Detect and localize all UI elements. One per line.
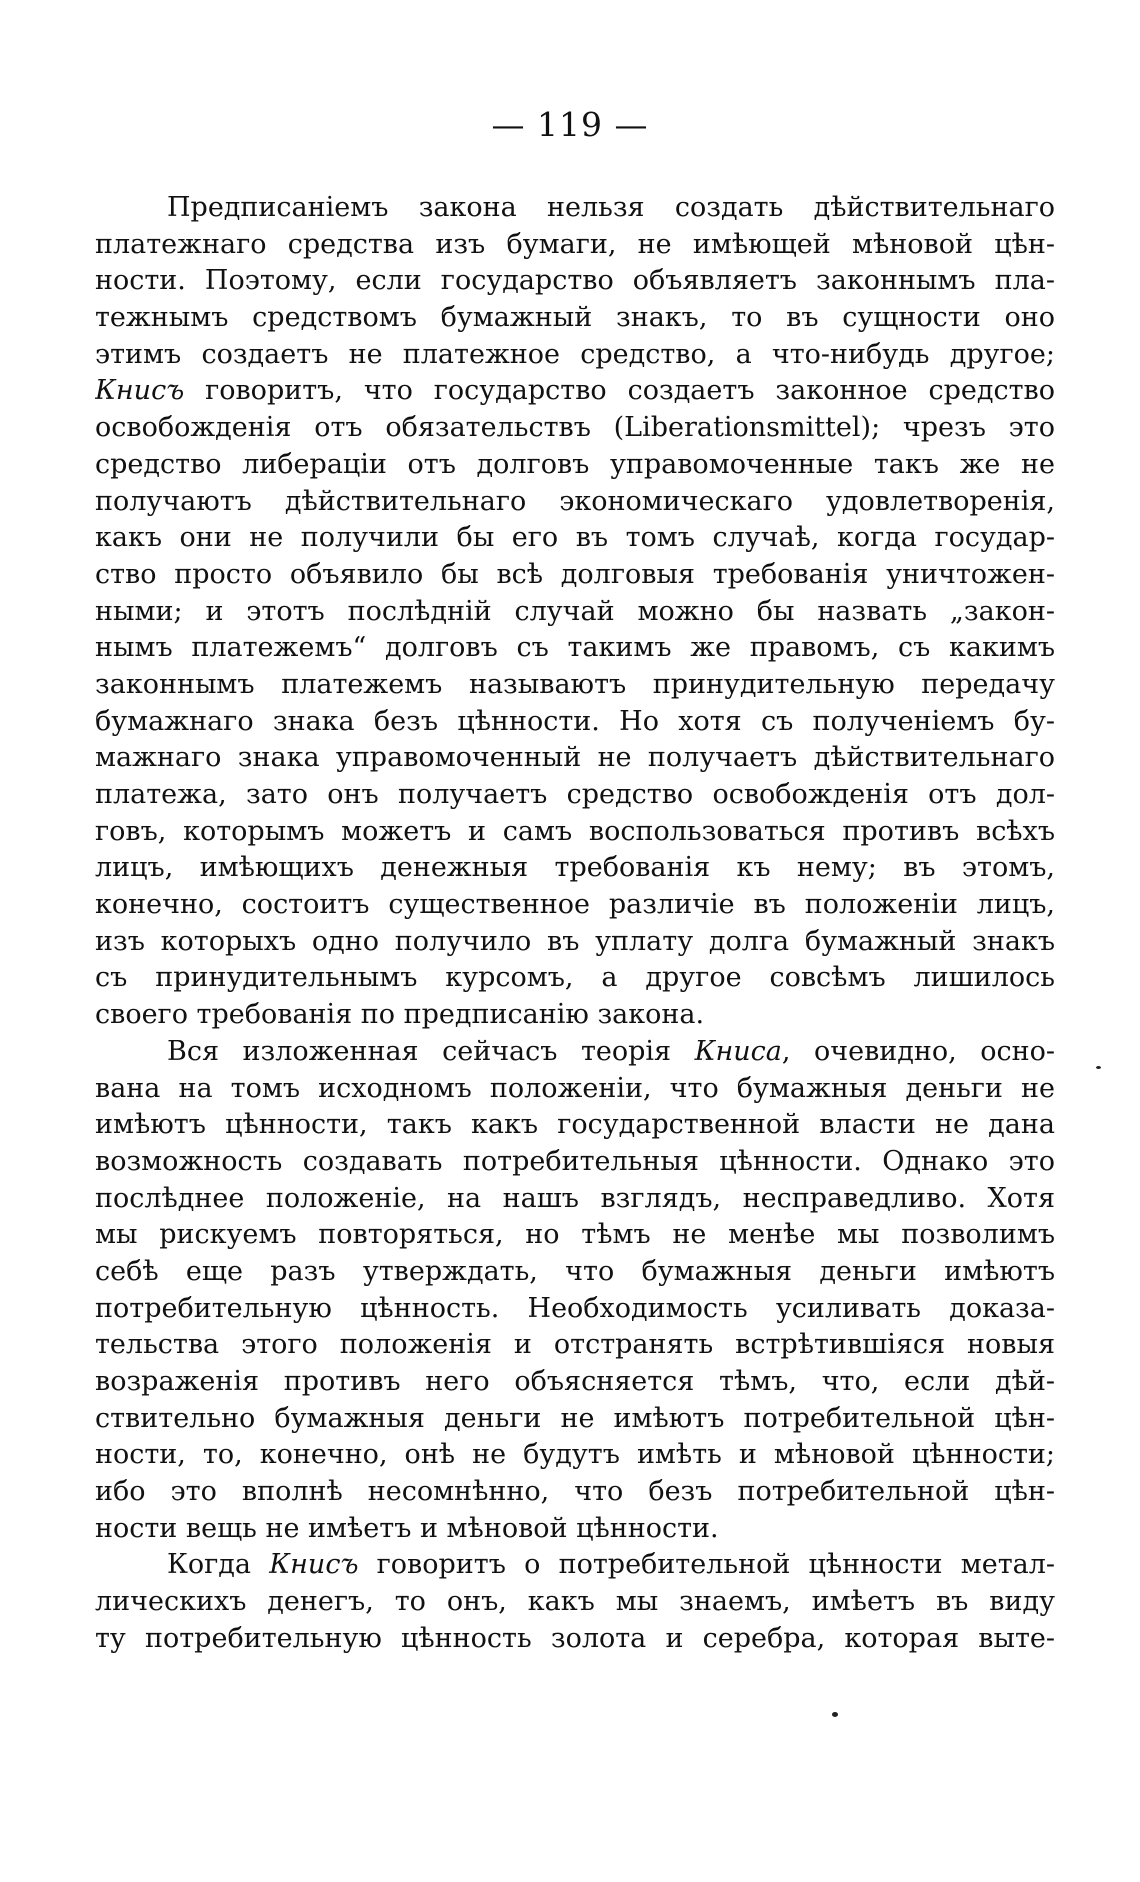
ink-speck [832,1712,838,1717]
text-run: съ принудительнымъ курсомъ, а другое совсѣмъ лишилось [95,962,1055,994]
text-run: возможность создавать потребительныя цѣнности. Однако это [95,1145,1055,1177]
text-run: ности вещь не имѣетъ и мѣновой цѣнности. [95,1512,719,1544]
text-line [95,850,1055,887]
text-run: конечно, состоитъ существенное различіе въ положеніи лицъ, [95,889,1055,921]
text-run: ными; и этотъ послѣдній случай можно бы назвать „закон- [95,595,1055,627]
text-line [95,1107,1055,1144]
text-run: Предписаніемъ закона нельзя создать дѣйствительнаго [167,192,1055,223]
text-run: этимъ создаетъ не платежное средство, а что-нибудь другое; [95,338,1055,370]
text-run: освобожденія отъ обязательствъ (Liberationsmittel); чрезъ это [95,412,1055,444]
text-line [95,1547,1055,1584]
text-line [95,1327,1055,1364]
text-line [95,960,1055,997]
text-run: средство либераціи отъ долговъ управомоченные такъ же не [95,448,1055,480]
text-run: тежнымъ средствомъ бумажный знакъ, то въ сущности оно [95,302,1055,334]
text-line [95,410,1055,447]
text-line [95,1291,1055,1328]
text-line [95,777,1055,814]
text-run: , очевидно, осно- [781,1035,1055,1067]
text-run: ности, то, конечно, онѣ не будутъ имѣть и мѣновой цѣнности; [95,1439,1055,1471]
text-line [95,1071,1055,1108]
text-line [95,997,1055,1034]
text-run: себѣ еще разъ утверждать, что бумажныя деньги имѣютъ [95,1255,1055,1287]
text-line [95,924,1055,961]
text-line [95,484,1055,521]
text-run: мы рискуемъ повторяться, но тѣмъ не менѣе мы позволимъ [95,1219,1055,1251]
text-line [95,814,1055,851]
text-run: потребительную цѣнность. Необходимость усиливать доказа- [95,1292,1055,1324]
text-run: ство просто объявило бы всѣ долговыя требованія уничтожен- [95,558,1055,590]
text-run: говъ, которымъ можетъ и самъ воспользоваться противъ всѣхъ [95,815,1055,847]
text-run: нымъ платежемъ“ долговъ съ такимъ же правомъ, съ какимъ [95,632,1055,664]
text-run: имѣютъ цѣнности, такъ какъ государственной власти не дана [95,1109,1055,1141]
text-run: бумажнаго знака безъ цѣнности. Но хотя съ полученіемъ бу- [95,705,1055,737]
author-name: Книсъ [269,1549,359,1581]
text-run: платежа, зато онъ получаетъ средство освобожденія отъ дол- [95,779,1055,810]
author-name: Книсъ [95,375,185,407]
text-line [95,740,1055,777]
text-line [95,1144,1055,1181]
text-line [95,1217,1055,1254]
text-run: вана на томъ исходномъ положеніи, что бумажныя деньги не [95,1072,1055,1104]
text-run: получаютъ дѣйствительнаго экономическаго удовлетворенія, [95,485,1055,517]
text-line [95,337,1055,374]
text-run: говоритъ о потребительной цѣнности метал- [358,1549,1055,1581]
text-line [95,1181,1055,1218]
text-run: ибо это вполнѣ несомнѣнно, что безъ потребительной цѣн- [95,1476,1055,1508]
text-line [95,1364,1055,1401]
text-run: ности. Поэтому, если государство объявляетъ законнымъ пла- [95,265,1055,297]
text-line [95,300,1055,337]
page-number: — 119 — [491,105,649,144]
text-run: лицъ, имѣющихъ денежныя требованія къ нему; въ этомъ, [95,852,1055,884]
text-line [95,1437,1055,1474]
text-line [95,557,1055,594]
text-line [95,1254,1055,1291]
text-line [95,520,1055,557]
text-run: ту потребительную цѣнность золота и серебра, которая выте- [95,1622,1055,1654]
text-run: Вся изложенная сейчасъ теорія [167,1035,695,1067]
text-run: изъ которыхъ одно получило въ уплату долга бумажный знакъ [95,925,1055,957]
text-run: какъ они не получили бы его въ томъ случаѣ, когда государ- [95,522,1055,554]
text-line [95,190,1055,227]
ink-speck [1096,1066,1101,1069]
text-line [95,373,1055,410]
text-line [95,1511,1055,1548]
body-text [95,190,1055,1658]
text-run: ствительно бумажныя деньги не имѣютъ потребительной цѣн- [95,1402,1055,1434]
text-run: послѣднее положеніе, на нашъ взглядъ, несправедливо. Хотя [95,1182,1055,1214]
text-line [95,1474,1055,1511]
author-name: Книса [694,1035,782,1067]
text-line [95,704,1055,741]
text-line [95,887,1055,924]
text-line [95,1401,1055,1438]
text-run: своего требованія по предписанію закона. [95,999,705,1031]
paragraph [95,1547,1055,1657]
text-run: тельства этого положенія и отстранять встрѣтившіяся новыя [95,1329,1055,1361]
text-line [95,630,1055,667]
text-line [95,447,1055,484]
text-run: Когда [167,1549,270,1581]
text-line [95,263,1055,300]
text-line [95,1621,1055,1658]
text-run: законнымъ платежемъ называютъ принудительную передачу [95,668,1055,700]
text-run: говоритъ, что государство создаетъ законное средство [184,375,1055,407]
text-run: платежнаго средства изъ бумаги, не имѣющей мѣновой цѣн- [95,228,1055,260]
paragraph [95,1034,1055,1548]
paragraph [95,190,1055,1034]
text-line [95,594,1055,631]
text-run: возраженія противъ него объясняется тѣмъ, что, если дѣй- [95,1366,1055,1397]
text-line [95,667,1055,704]
text-line [95,1034,1055,1071]
text-line [95,227,1055,264]
text-run: лическихъ денегъ, то онъ, какъ мы знаемъ, имѣетъ въ виду [95,1586,1055,1618]
text-line [95,1584,1055,1621]
text-run: мажнаго знака управомоченный не получаетъ дѣйствительнаго [95,742,1055,774]
